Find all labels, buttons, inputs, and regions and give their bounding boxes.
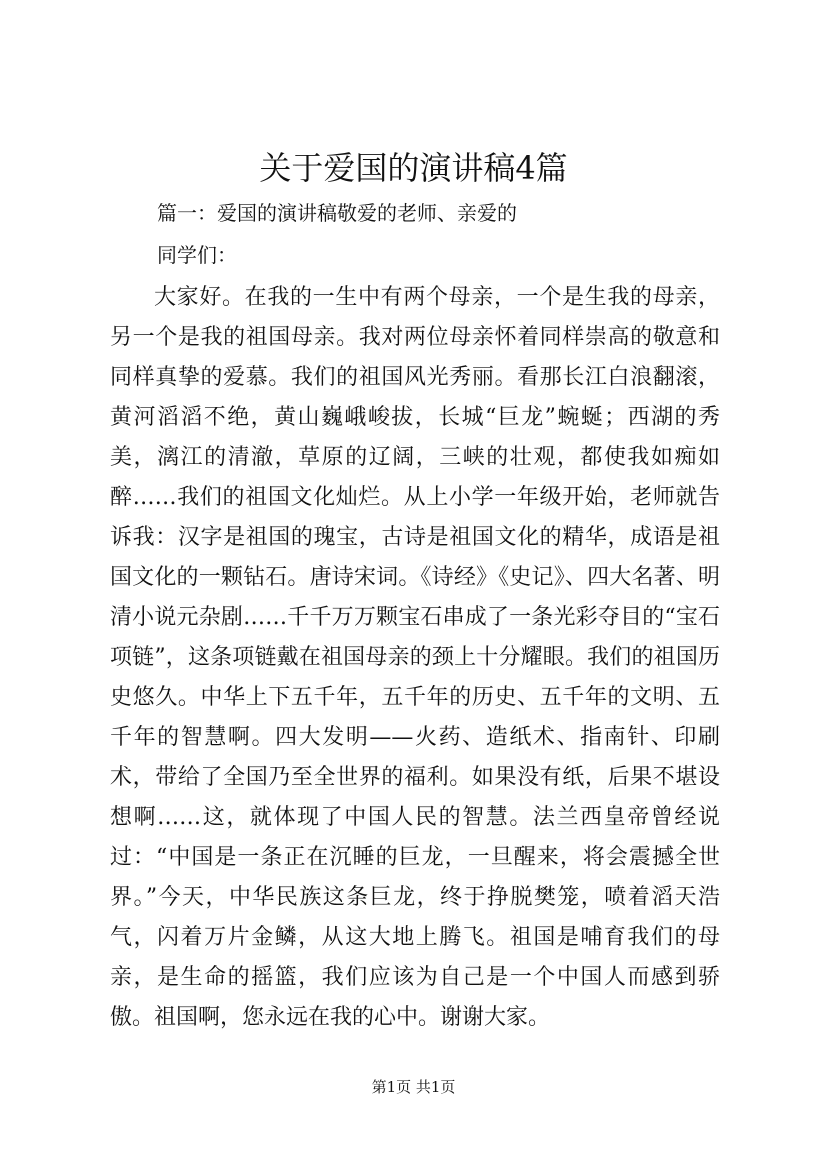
salutation: 同学们： — [157, 243, 237, 267]
section-heading: 篇一：爱国的演讲稿敬爱的老师、亲爱的 — [157, 201, 517, 225]
speech-paragraph: 大家好。在我的一生中有两个母亲，一个是生我的母亲，另一个是我的祖国母亲。我对两位母亲怀着同样崇高的敬意和同样真挚的爱慕。我们的祖国风光秀丽。看那长江白浪翻滚，黄河滔滔不绝，黄山巍峨峻拔，长城“巨龙”蜿蜒；西湖的秀美，漓江的清澈，草原的辽阔，三峡的壮观，都使我如痴如醉……我们的祖国文化灿烂。从上小学一年级开始，老师就告诉我：汉字是祖国的瑰宝，古诗是祖国文化的精华，成语是祖国文化的一颗钻石。唐诗宋词。《诗经》《史记》、四大名著、明清小说元杂剧……千千万万颗宝石串成了一条光彩夺目的“宝石项链”，这条项链戴在祖国母亲的颈上十分耀眼。我们的祖国历史悠久。中华上下五千年，五千年的历史、五千年的文明、五千年的智慧啊。四大发明——火药、造纸术、指南针、印刷术，带给了全国乃至全世界的福利。如果没有纸，后果不堪设想啊……这，就体现了中国人民的智慧。法兰西皇帝曾经说过：“中国是一条正在沉睡的巨龙，一旦醒来，将会震撼全世界。”今天，中华民族这条巨龙，终于挣脱樊笼，喷着滔天浩气，闪着万片金鳞，从这大地上腾飞。祖国是哺育我们的母亲，是生命的摇篮，我们应该为自己是一个中国人而感到骄傲。祖国啊，您永远在我的心中。谢谢大家。 — [110, 285, 720, 1030]
page-footer: 第1页 共1页 — [371, 1078, 456, 1096]
document-title: 关于爱国的演讲稿4篇 — [259, 149, 568, 187]
